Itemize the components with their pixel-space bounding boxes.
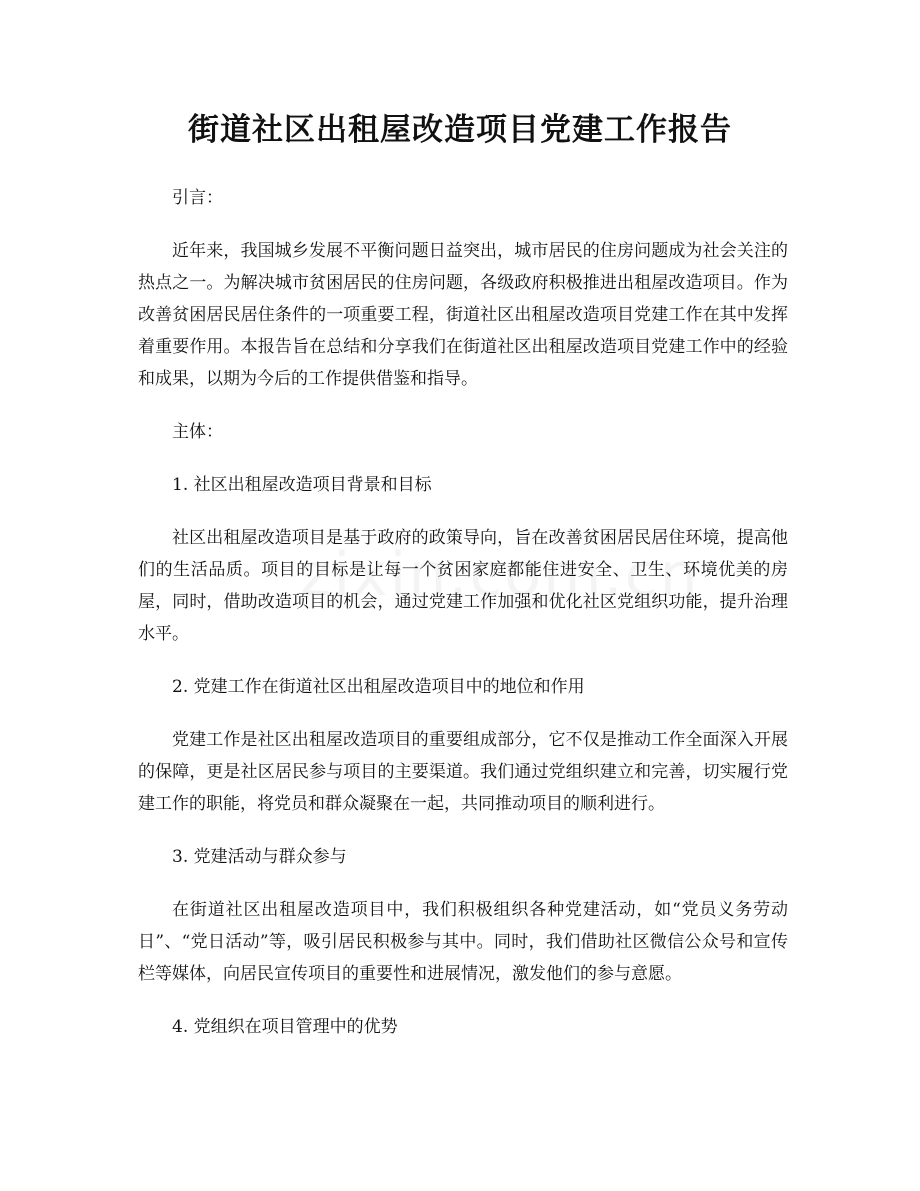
document-body [138, 182, 788, 1043]
intro-label: 引言： [172, 188, 223, 208]
section-paragraph-2: 党建工作是社区出租屋改造项目的重要组成部分，它不仅是推动工作全面深入开展的保障，更是社区居民参与项目的主要渠道。我们通过党组织建立和完善，切实履行党建工作的职能，将党员和群众凝聚在一起，共同推动项目的顺利进行。 [138, 730, 788, 814]
section-paragraph-3: 在街道社区出租屋改造项目中，我们积极组织各种党建活动，如“党员义务劳动日”、“党日活动”等，吸引居民积极参与其中。同时，我们借助社区微信公众号和宣传栏等媒体，向居民宣传项目的重要性和进展情况，激发他们的参与意愿。 [138, 900, 788, 984]
section-heading-3: 3. 党建活动与群众参与 [172, 847, 347, 867]
intro-paragraph: 近年来，我国城乡发展不平衡问题日益突出，城市居民的住房问题成为社会关注的热点之一。为解决城市贫困居民的住房问题，各级政府积极推进出租屋改造项目。作为改善贫困居民居住条件的一项重要工程，街道社区出租屋改造项目党建工作在其中发挥着重要作用。本报告旨在总结和分享我们在街道社区出租屋改造项目党建工作中的经验和成果，以期为今后的工作提供借鉴和指导。 [138, 241, 788, 389]
body-label: 主体： [172, 422, 223, 442]
section-heading-2: 2. 党建工作在街道社区出租屋改造项目中的地位和作用 [172, 677, 585, 697]
document-title: 街道社区出租屋改造项目党建工作报告 [188, 112, 732, 148]
section-heading-1: 1. 社区出租屋改造项目背景和目标 [172, 475, 432, 495]
section-paragraph-1: 社区出租屋改造项目是基于政府的政策导向，旨在改善贫困居民居住环境，提高他们的生活品质。项目的目标是让每一个贫困家庭都能住进安全、卫生、环境优美的房屋，同时，借助改造项目的机会，通过党建工作加强和优化社区党组织功能，提升治理水平。 [138, 528, 788, 644]
section-heading-4: 4. 党组织在项目管理中的优势 [172, 1017, 398, 1037]
